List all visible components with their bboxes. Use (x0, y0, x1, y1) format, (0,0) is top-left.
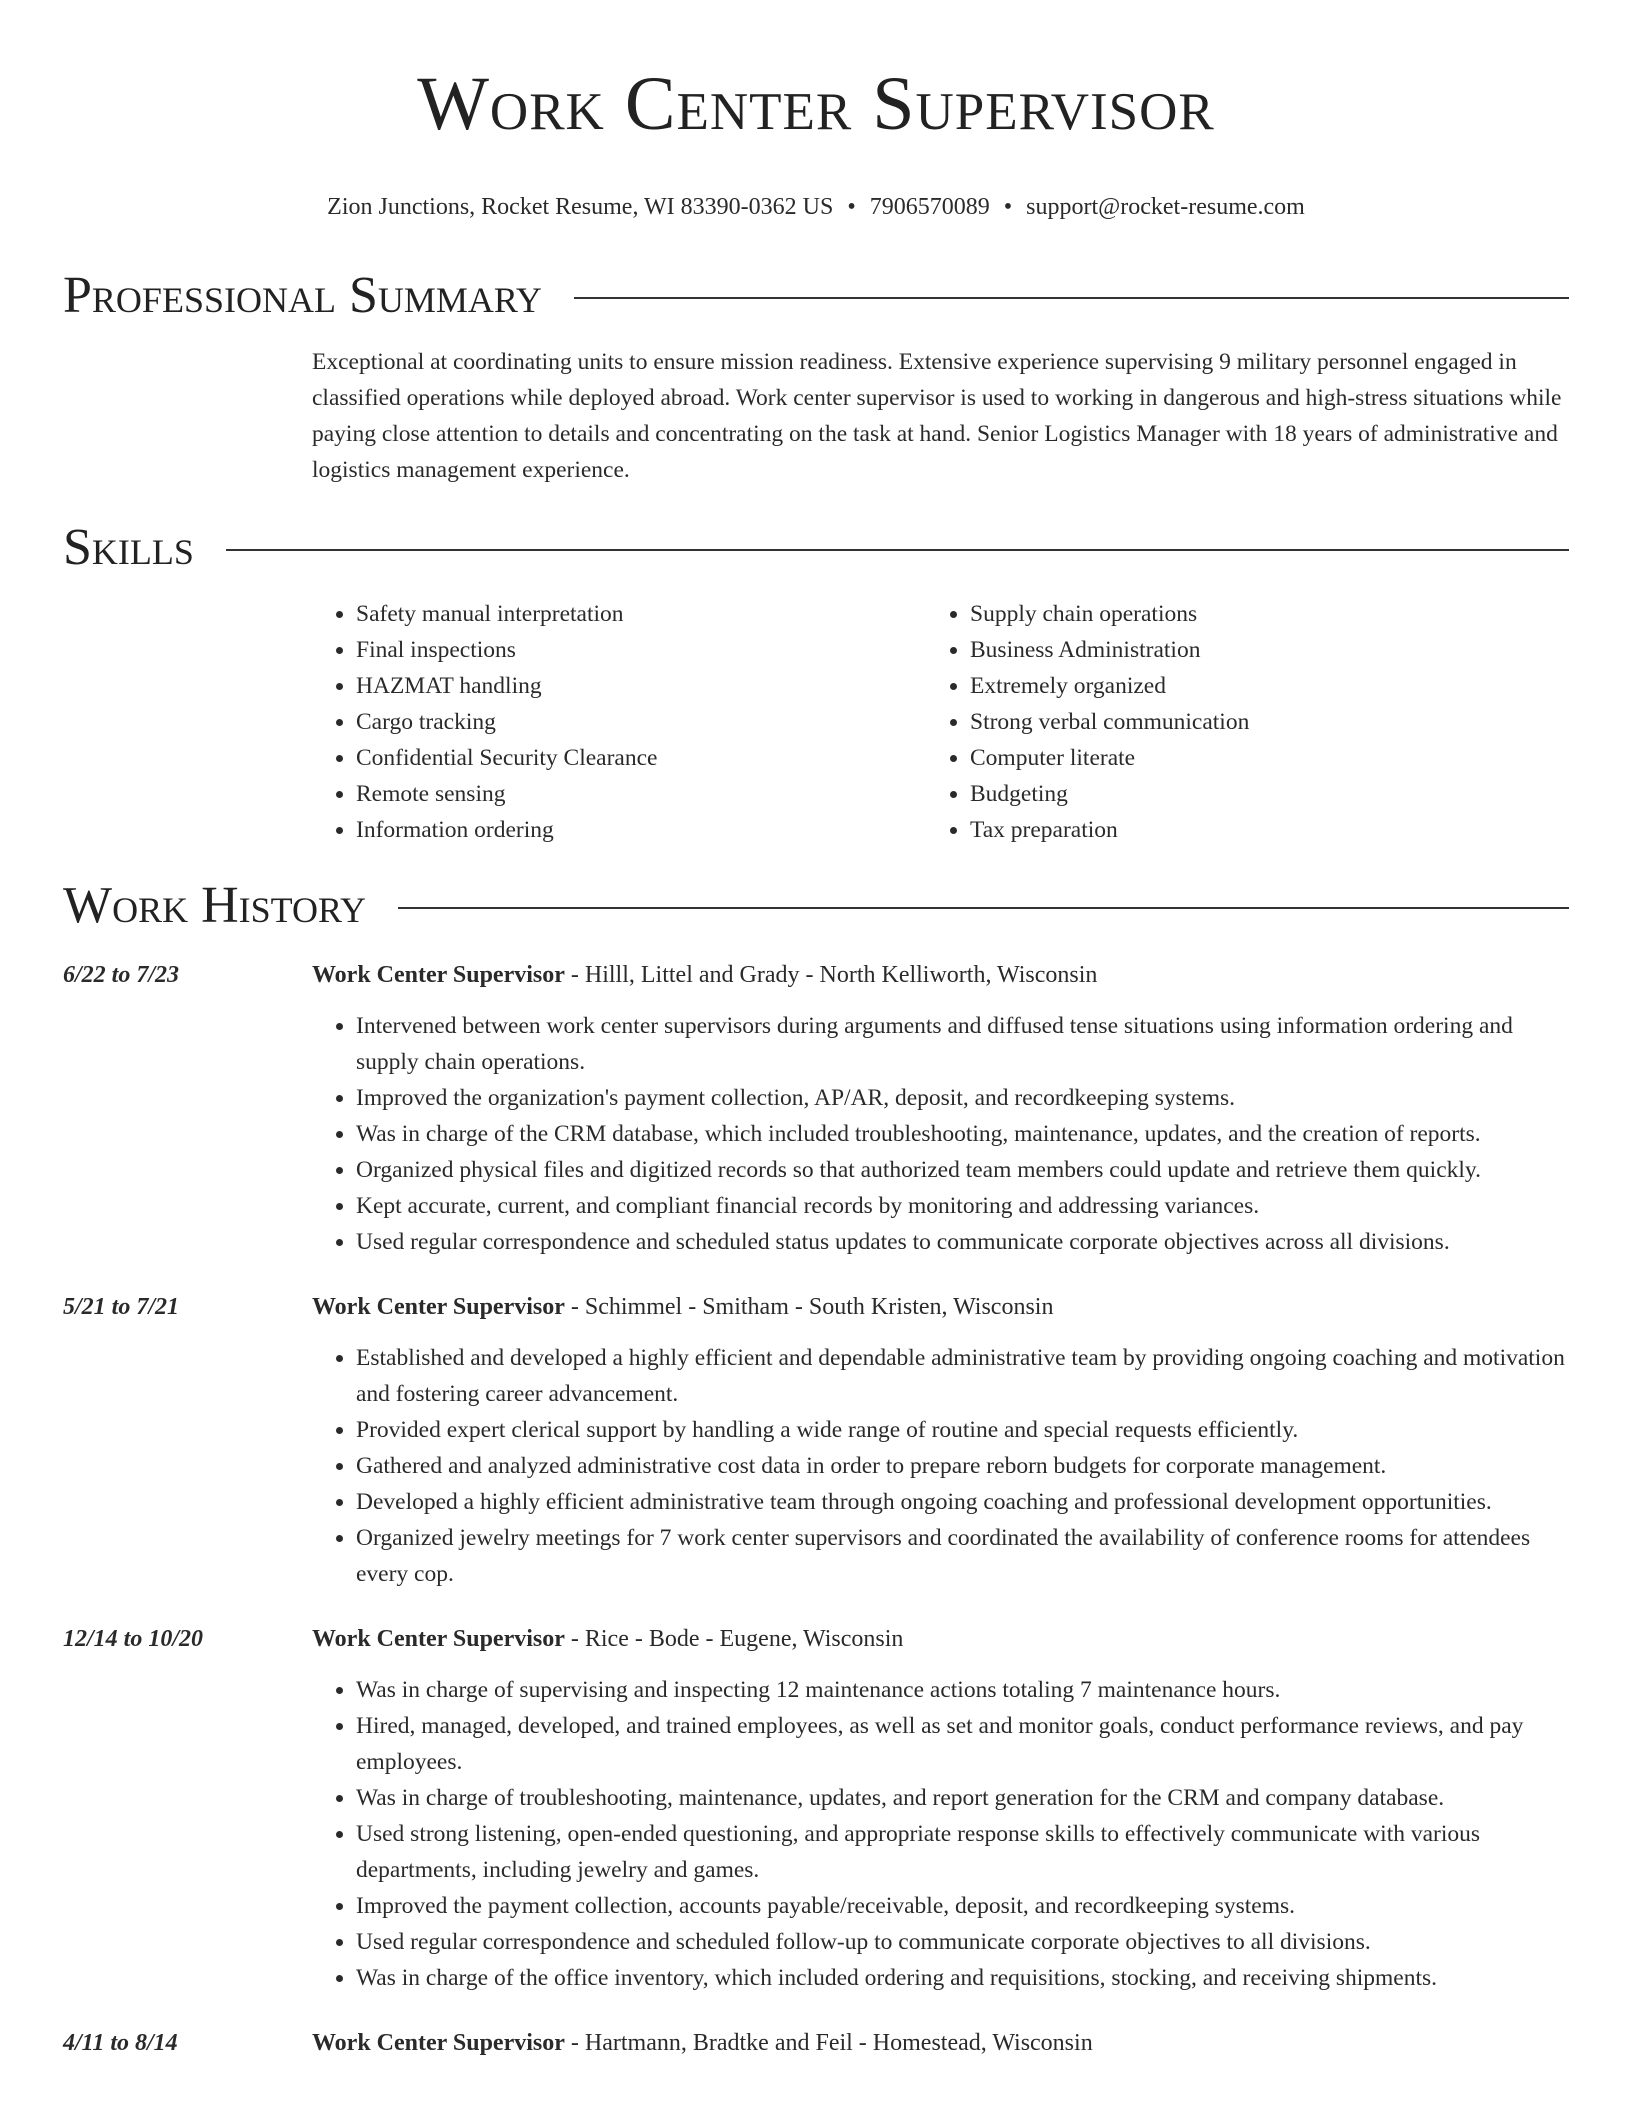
job-bullet: • Developed a highly efficient administrative team through ongoing coaching and professional development opportunities. (356, 1484, 1569, 1520)
job-title-line (312, 1290, 1569, 1324)
skill-item: • Information ordering (356, 812, 926, 848)
job-entry (63, 1290, 1569, 1592)
job-body (312, 958, 1569, 1260)
contact-separator: • (1003, 194, 1013, 220)
skill-item: • Budgeting (970, 776, 1540, 812)
job-bullets (312, 1672, 1569, 1996)
job-title-line (312, 958, 1569, 992)
job-bullet: • Used strong listening, open-ended questioning, and appropriate response skills to effectively communicate with various departments, including jewelry and games. (356, 1816, 1569, 1888)
job-employer: - Hartmann, Bradtke and Feil - Homestead, Wisconsin (564, 2030, 1093, 2056)
job-title: Work Center Supervisor (312, 962, 565, 988)
section-divider (574, 297, 1569, 299)
job-bullet: • Was in charge of the CRM database, which included troubleshooting, maintenance, updates, and the creation of reports. (356, 1116, 1569, 1152)
job-title-line (312, 2026, 1569, 2060)
skill-item: • Strong verbal communication (970, 704, 1540, 740)
skill-item: • Computer literate (970, 740, 1540, 776)
section-divider (226, 549, 1569, 551)
job-bullet: • Improved the organization's payment collection, AP/AR, deposit, and recordkeeping systems. (356, 1080, 1569, 1116)
job-title: Work Center Supervisor (312, 1626, 565, 1652)
job-entry (63, 1622, 1569, 1996)
job-body (312, 1622, 1569, 1996)
job-bullet: • Intervened between work center supervisors during arguments and diffused tense situations using information ordering and supply chain operations. (356, 1008, 1569, 1080)
skill-item: • Cargo tracking (356, 704, 926, 740)
job-entry (63, 2026, 1569, 2060)
skill-item: • Extremely organized (970, 668, 1540, 704)
resume-name: Work Center Supervisor (417, 62, 1215, 146)
skills-section-header (63, 518, 1569, 578)
contact-separator: • (847, 194, 856, 220)
job-bullet: • Organized physical files and digitized records so that authorized team members could update and retrieve them quickly. (356, 1152, 1569, 1188)
skill-item: • Safety manual interpretation (356, 596, 926, 632)
job-bullet: • Provided expert clerical support by handling a wide range of routine and special requests efficiently. (356, 1412, 1569, 1448)
summary-text: Exceptional at coordinating units to ensure mission readiness. Extensive experience supervising 9 military personnel engaged in classified operations while deployed abroad. Work center supervisor is used to working in dangerous and high-stress situations while paying close attention to details and concentrating on the task at hand. Senior Logistics Manager with 18 years of administrative and logistics management experience. (312, 349, 1562, 483)
job-bullet: • Was in charge of troubleshooting, maintenance, updates, and report generation for the CRM and company database. (356, 1780, 1569, 1816)
skill-item: • Remote sensing (356, 776, 926, 812)
job-title: Work Center Supervisor (312, 1294, 565, 1320)
contact-line (63, 192, 1569, 222)
job-bullet: • Kept accurate, current, and compliant financial records by monitoring and addressing variances. (356, 1188, 1569, 1224)
skill-item: • Business Administration (970, 632, 1540, 668)
job-dates: 12/14 to 10/20 (63, 1626, 204, 1652)
skills-column-right (926, 596, 1540, 848)
skill-item: • Supply chain operations (970, 596, 1540, 632)
job-employer: - Schimmel - Smitham - South Kristen, Wisconsin (564, 1294, 1054, 1320)
skills-list (312, 596, 1569, 848)
job-entry (63, 958, 1569, 1260)
skill-item: • Tax preparation (970, 812, 1540, 848)
skill-item: • Final inspections (356, 632, 926, 668)
job-bullet: • Was in charge of supervising and inspecting 12 maintenance actions totaling 7 maintenance hours. (356, 1672, 1569, 1708)
job-bullets (312, 1008, 1569, 1260)
skill-item: • HAZMAT handling (356, 668, 926, 704)
summary-section-header (63, 266, 1569, 326)
job-dates: 6/22 to 7/23 (63, 962, 180, 988)
job-employer: - Rice - Bode - Eugene, Wisconsin (564, 1626, 904, 1652)
job-bullet: • Was in charge of the office inventory, which included ordering and requisitions, stocking, and receiving shipments. (356, 1960, 1569, 1996)
job-title: Work Center Supervisor (312, 2030, 565, 2056)
job-bullet: • Hired, managed, developed, and trained employees, as well as set and monitor goals, conduct performance reviews, and pay employees. (356, 1708, 1569, 1780)
skill-item: • Confidential Security Clearance (356, 740, 926, 776)
job-employer: - Hilll, Littel and Grady - North Kelliworth, Wisconsin (564, 962, 1098, 988)
contact-email: support@rocket-resume.com (1026, 194, 1305, 220)
job-bullet: • Used regular correspondence and scheduled status updates to communicate corporate objectives across all divisions. (356, 1224, 1569, 1260)
job-bullet: • Organized jewelry meetings for 7 work center supervisors and coordinated the availability of conference rooms for attendees every cop. (356, 1520, 1569, 1592)
skills-heading: Skills (63, 519, 194, 576)
job-title-line (312, 1622, 1569, 1656)
job-bullets (312, 1340, 1569, 1592)
contact-address: Zion Junctions, Rocket Resume, WI 83390-0362 US (327, 194, 834, 220)
work-history-section-header (63, 876, 1569, 936)
contact-phone: 7906570089 (869, 194, 990, 220)
job-bullet: • Gathered and analyzed administrative cost data in order to prepare reborn budgets for corporate management. (356, 1448, 1569, 1484)
job-body (312, 1290, 1569, 1592)
job-bullet: • Used regular correspondence and scheduled follow-up to communicate corporate objectives to all divisions. (356, 1924, 1569, 1960)
summary-heading: Professional Summary (63, 267, 542, 324)
work-history-heading: Work History (63, 877, 367, 934)
job-dates: 5/21 to 7/21 (63, 1294, 180, 1320)
skills-column-left (312, 596, 926, 848)
job-bullet: • Improved the payment collection, accounts payable/receivable, deposit, and recordkeeping systems. (356, 1888, 1569, 1924)
job-body (312, 2026, 1569, 2060)
job-bullet: • Established and developed a highly efficient and dependable administrative team by providing ongoing coaching and motivation and fostering career advancement. (356, 1340, 1569, 1412)
section-divider (398, 907, 1569, 909)
job-dates: 4/11 to 8/14 (63, 2030, 178, 2056)
